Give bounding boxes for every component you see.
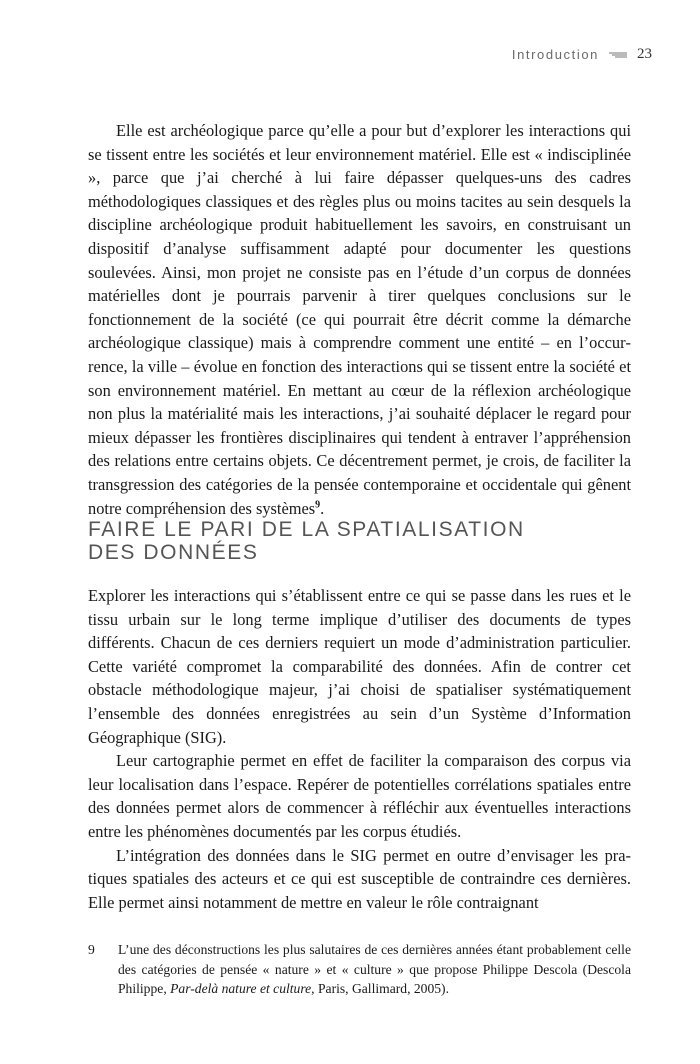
- section-heading: [88, 518, 631, 564]
- paragraph-end: .: [320, 498, 325, 518]
- footnote-book-title: Par-delà nature et culture: [170, 981, 312, 996]
- running-header: [512, 46, 652, 63]
- section-heading-line-1: FAIRE LE PARI DE LA SPATIALISATION: [88, 518, 525, 541]
- paragraph: [88, 119, 631, 520]
- footnote-text-before: L’une des déconstructions les plus salutaires de ces dernières années étant probablement celle des catégories de pensée « nature » et « culture » que propose Philippe Descola (Descola Philippe,: [118, 942, 631, 996]
- footnote-number: 9: [88, 942, 95, 957]
- page-number: 23: [637, 46, 652, 62]
- body-text-block-2: [88, 584, 631, 914]
- footnote-reference: 9: [315, 499, 321, 511]
- section-heading-line-2: DES DONNÉES: [88, 541, 259, 564]
- paragraph: Explorer les interactions qui s’établissent entre ce qui se passe dans les rues et le tissu urbain sur le long terme implique d’utiliser des documents de types différents. Chacun de ces derniers requiert un mode d’administration particulier. Cette variété compromet la comparabilité des données. Afin de contrer cet obstacle méthodologique majeur, j’ai choisi de spatialiser systématiquement l’ensemble des données enregistrées au sein d’un Système d’Information Géographique (SIG).: [88, 586, 631, 747]
- ornament-icon: [609, 51, 627, 59]
- paragraph: L’intégration des données dans le SIG permet en outre d’envisager les pratiques spatiales des acteurs et ce qui est susceptible de contraindre ces dernières. Elle permet ainsi notamment de mettre en valeur le rôle contraignant: [88, 845, 631, 912]
- running-header-section: Introduction: [511, 47, 599, 62]
- paragraph: Leur cartographie permet en effet de faciliter la comparaison des corpus via leur localisation dans l’espace. Repérer de potentielles corrélations spatiales entre des données permet alors de commencer à réfléchir aux éventuelles interactions entre les phénomènes documentés par les corpus étudiés.: [88, 751, 631, 841]
- footnote-text-after: , Paris, Gallimard, 2005).: [311, 981, 449, 996]
- body-text-block-1: [88, 119, 631, 520]
- footnote-text: [118, 940, 631, 999]
- footnote: [88, 940, 631, 999]
- paragraph-text: Elle est archéologique parce qu’elle a pour but d’explorer les interactions qui se tissent entre les sociétés et leur environnement matériel. Elle est « indisciplinée », parce que j’ai cherché à lui faire dépasser quelques-uns des cadres méthodologiques classiques et des règles plus ou moins tacites au sein desquels la discipline archéologique produit habituellement les savoirs, en construisant un dispositif d’analyse suffisamment adapté pour documenter les questions soulevées. Ainsi, mon projet ne consiste pas en l’étude d’un corpus de données matérielles dont je pourrais parvenir à tirer quelques conclusions sur le fonctionnement de la société (ce qui pourrait être décrit comme la démarche archéologique classique) mais à comprendre comment une entité – en l’occurrence, la ville – évolue en fonction des interactions qui se tissent entre la société et son environnement matériel. En mettant au cœur de la réflexion archéologique non plus la matérialité mais les interactions, j’ai souhaité déplacer le regard pour mieux dépasser les frontières disciplinaires qui tendent à entraver l’appréhension des relations entre certains objets. Ce décentrement permet, je crois, de faciliter la transgression des catégories de la pensée contemporaine et occidentale qui gênent notre compréhension des systèmes: [88, 121, 631, 518]
